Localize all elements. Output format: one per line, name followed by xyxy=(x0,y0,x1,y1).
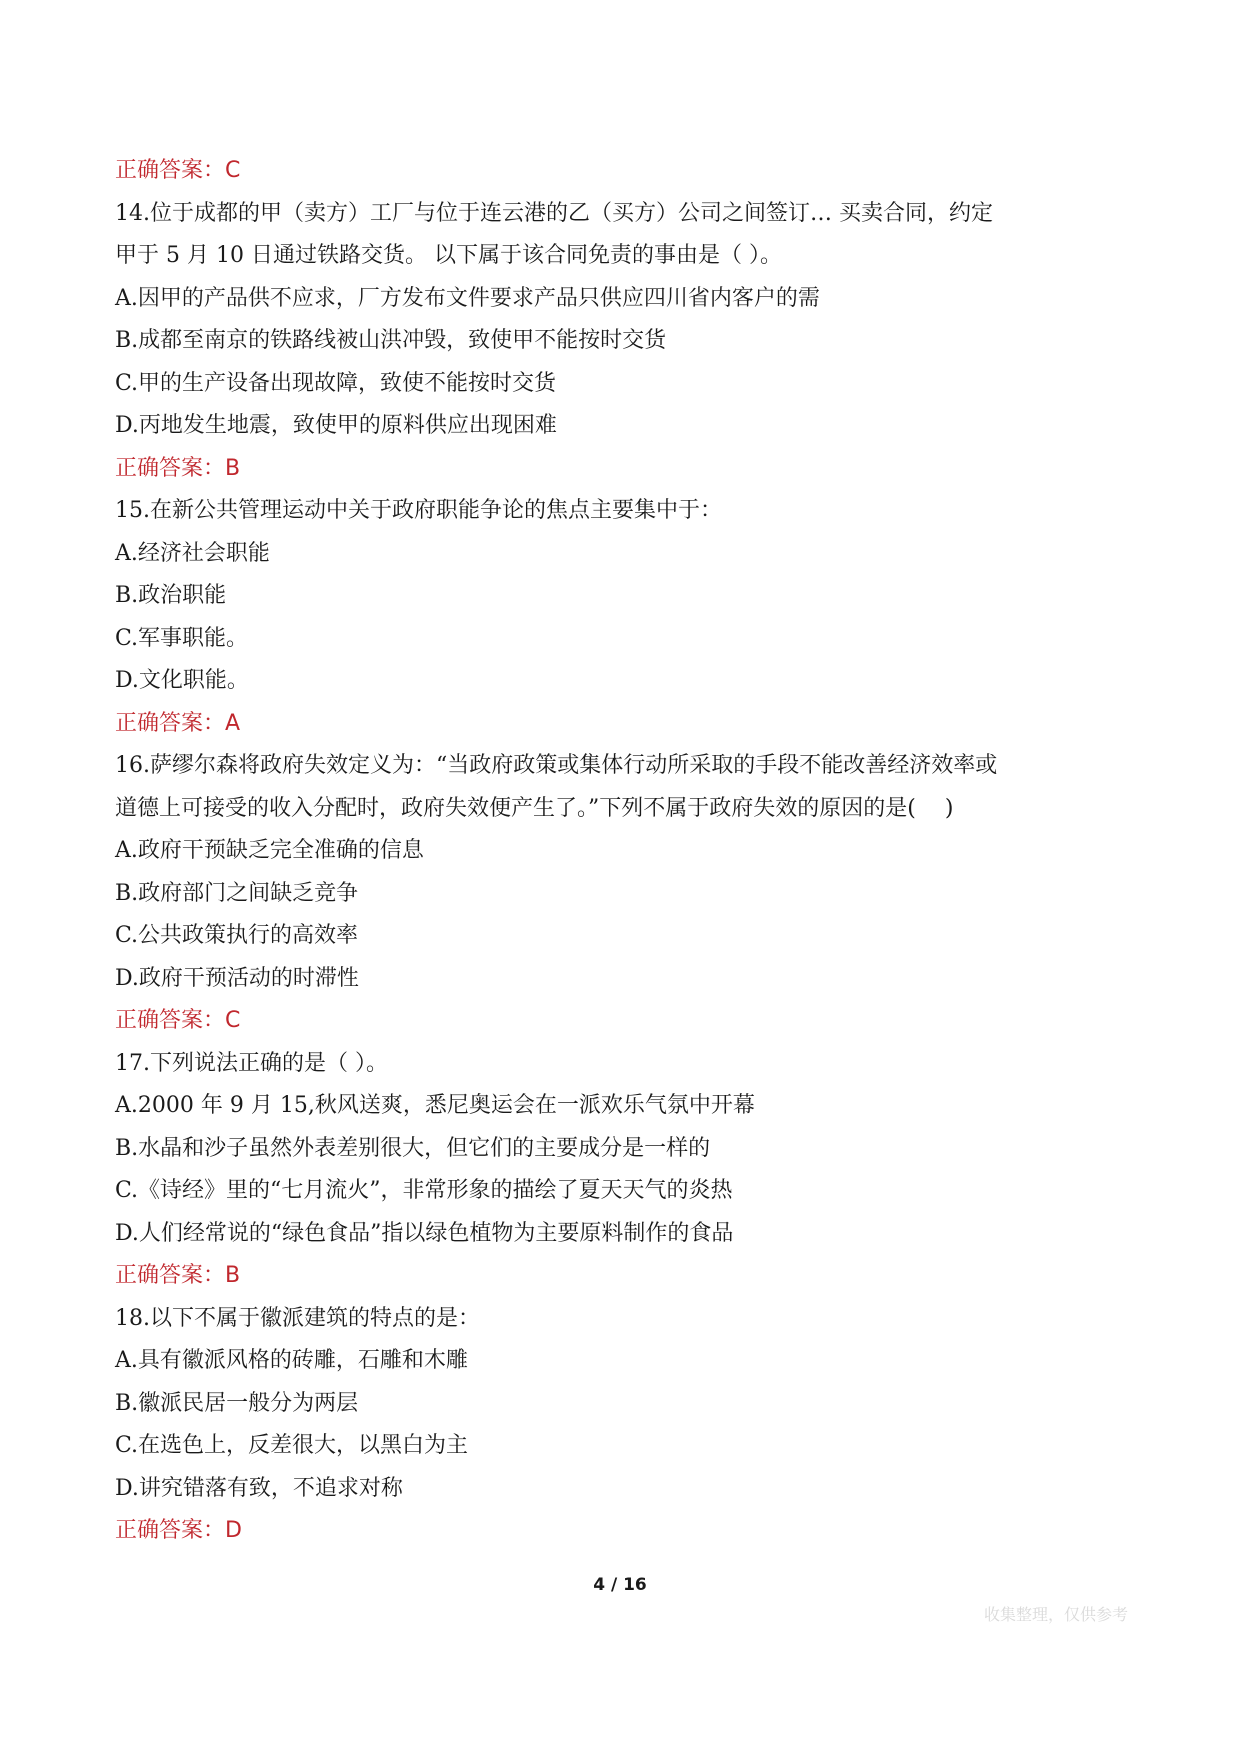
option-d: D.政府干预活动的时滞性 xyxy=(115,965,359,991)
answer-13: 正确答案：C xyxy=(115,158,241,183)
option-d: D.丙地发生地震，致使甲的原料供应出现困难 xyxy=(115,413,557,438)
option-a: A.因甲的产品供不应求，厂方发布文件要求产品只供应四川省内客户的需 xyxy=(115,285,820,311)
option-b: B.成都至南京的铁路线被山洪冲毁，致使甲不能按时交货 xyxy=(115,328,667,353)
answer-16: 正确答案：C xyxy=(115,1008,241,1033)
answer-14: 正确答案：B xyxy=(115,455,241,481)
answer-17: 正确答案：B xyxy=(115,1263,241,1288)
question-text-line: 16.萨缪尔森将政府失效定义为：“当政府政策或集体行动所采取的手段不能改善经济效率或 xyxy=(115,753,998,778)
option-c: C.甲的生产设备出现故障，致使不能按时交货 xyxy=(115,370,557,396)
option-a: A.政府干预缺乏完全准确的信息 xyxy=(115,838,424,863)
option-d: D.文化职能。 xyxy=(115,668,249,693)
question-17 xyxy=(115,1043,1145,1298)
answer-15: 正确答案：A xyxy=(115,710,241,736)
question-16 xyxy=(115,745,1145,1043)
option-a: A.具有徽派风格的砖雕，石雕和木雕 xyxy=(115,1348,468,1373)
option-c: C.《诗经》里的“七月流火”，非常形象的描绘了夏天天气的炎热 xyxy=(115,1178,733,1203)
option-d: D.讲究错落有致，不追求对称 xyxy=(115,1475,403,1501)
answer-18: 正确答案：D xyxy=(115,1518,242,1543)
question-14 xyxy=(115,193,1145,491)
question-text-line: 道德上可接受的收入分配时，政府失效便产生了。”下列不属于政府失效的原因的是( ) xyxy=(115,795,954,821)
option-a: A.经济社会职能 xyxy=(115,540,270,566)
option-b: B.政治职能 xyxy=(115,583,227,608)
option-b: B.徽派民居一般分为两层 xyxy=(115,1390,359,1416)
option-c: C.在选色上，反差很大，以黑白为主 xyxy=(115,1433,469,1458)
page-content xyxy=(115,150,1145,1553)
footer-note: 收集整理，仅供参考 xyxy=(983,1605,1128,1624)
option-d: D.人们经常说的“绿色食品”指以绿色植物为主要原料制作的食品 xyxy=(115,1220,734,1246)
question-text-line: 甲于 5 月 10 日通过铁路交货。 以下属于该合同免责的事由是（ ）。 xyxy=(115,243,782,268)
question-text-line: 17.下列说法正确的是（ ）。 xyxy=(115,1050,388,1076)
question-text-line: 18.以下不属于徽派建筑的特点的是： xyxy=(115,1305,480,1331)
option-c: C.军事职能。 xyxy=(115,625,249,651)
question-18 xyxy=(115,1298,1145,1553)
option-a: A.2000 年 9 月 15,秋风送爽，悉尼奥运会在一派欢乐气氛中开幕 xyxy=(115,1093,755,1118)
page-number: 4 / 16 xyxy=(593,1575,647,1595)
question-text-line: 15.在新公共管理运动中关于政府职能争论的焦点主要集中于： xyxy=(115,498,722,523)
option-b: B.水晶和沙子虽然外表差别很大，但它们的主要成分是一样的 xyxy=(115,1135,711,1161)
option-c: C.公共政策执行的高效率 xyxy=(115,923,359,948)
question-text-line: 14.位于成都的甲（卖方）工厂与位于连云港的乙（买方）公司之间签订… 买卖合同，约定 xyxy=(115,200,993,226)
question-15 xyxy=(115,490,1145,745)
option-b: B.政府部门之间缺乏竞争 xyxy=(115,880,359,906)
